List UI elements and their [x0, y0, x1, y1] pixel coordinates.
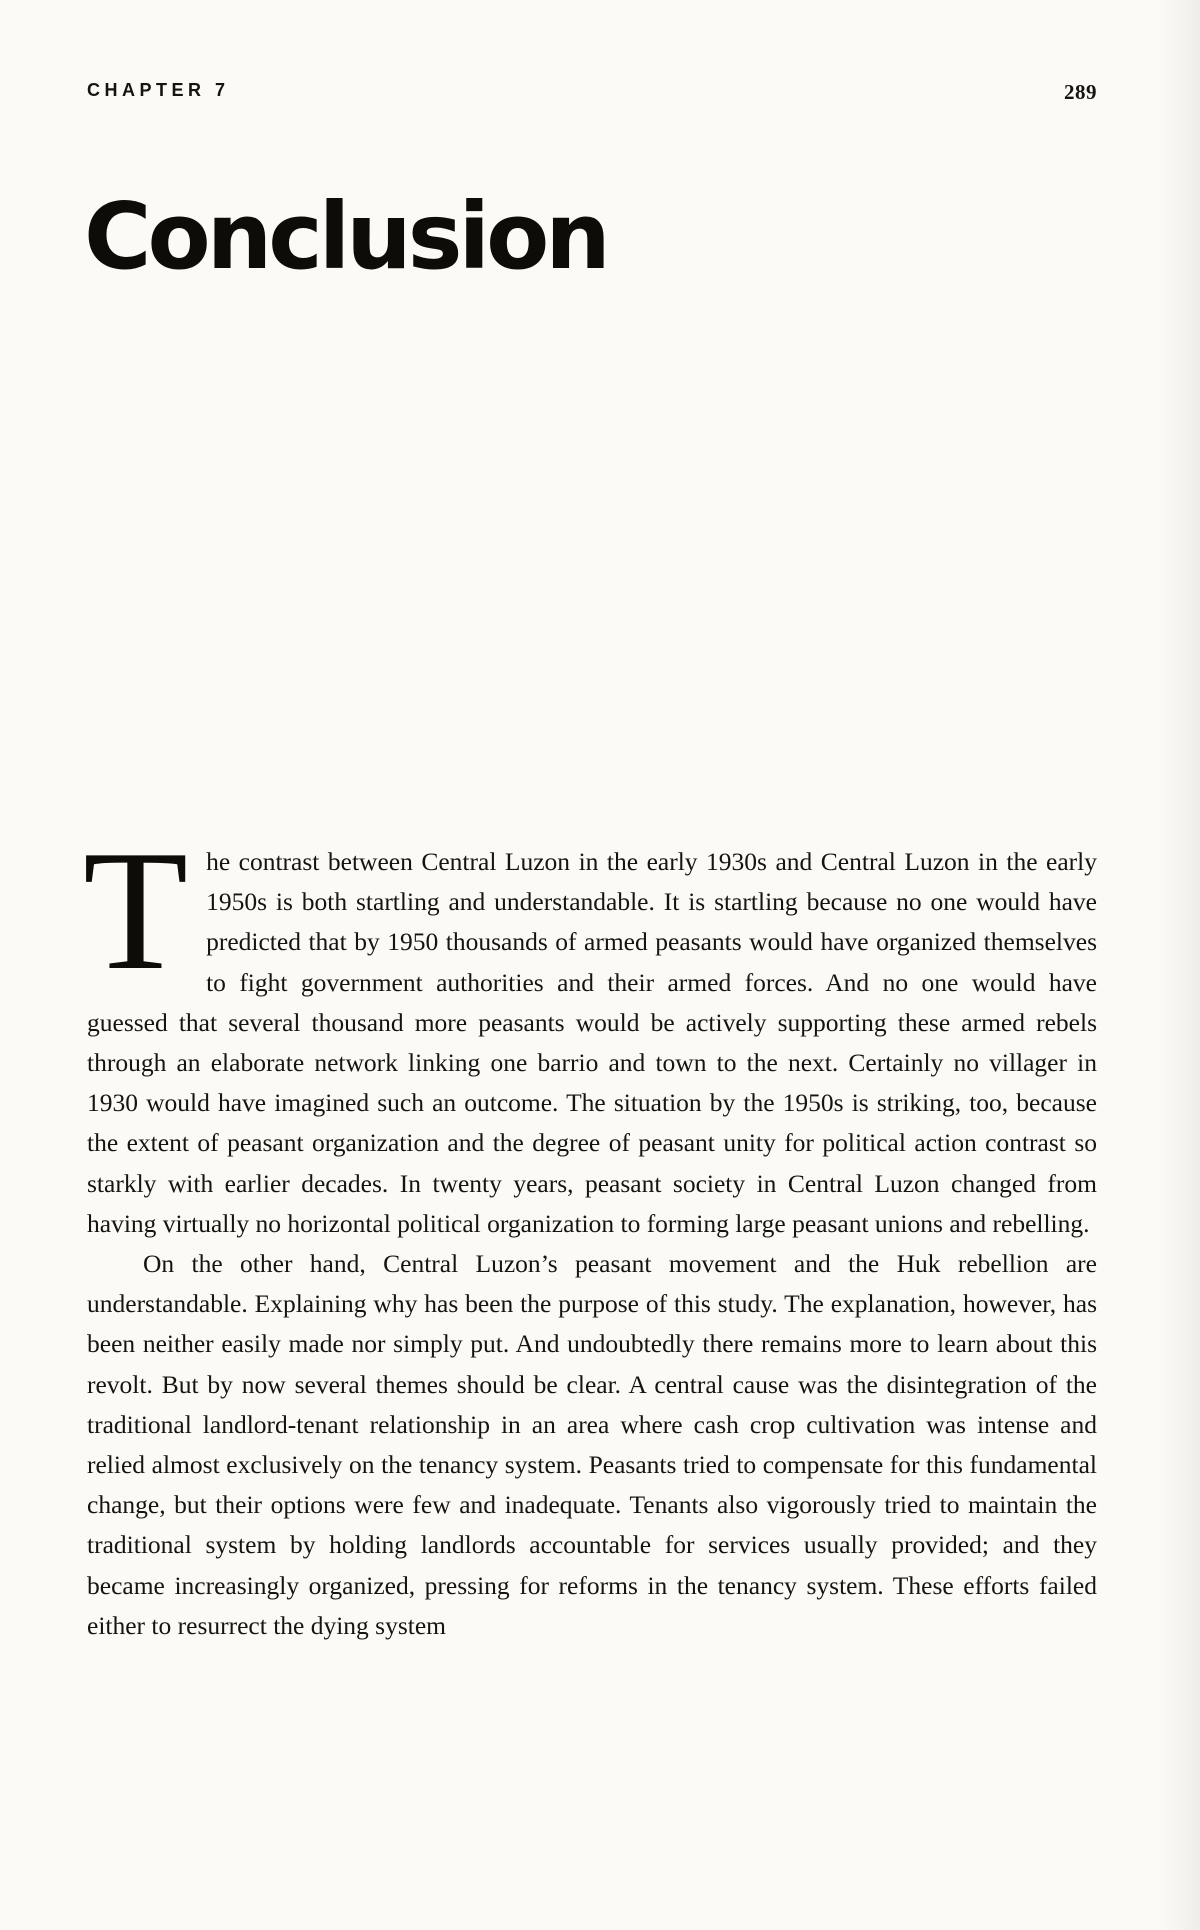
paragraph-first	[83, 816, 1097, 1244]
paragraph-second: On the other hand, Central Luzon’s peasant movement and the Huk rebellion are understandable. Explaining why has been the purpose of this study. The explanation, however, has been neither easily made nor simply put. And undoubtedly there remains more to learn about this revolt. But by now several themes should be clear. A central cause was the disintegration of the traditional landlord-tenant relationship in an area where cash crop cultivation was intense and relied almost exclusively on the tenancy system. Peasants tried to compensate for this fundamental change, but their options were few and inadequate. Tenants also vigorously tried to maintain the traditional system by holding landlords accountable for services usually provided; and they became increasingly organized, pressing for reforms in the tenancy system. These efforts failed either to resurrect the dying system	[87, 1249, 1097, 1640]
paragraph-1-text: he contrast between Central Luzon in the early 1930s and Central Luzon in the early 1950s is both startling and understandable. It is startling because no one would have predicted that by 1950 thousands of armed peasants would have organized themselves to fight government authorities and their armed forces. And no one would have guessed that several thousand more peasants would be actively supporting these armed rebels through an elaborate network linking one barrio and town to the next. Certainly no villager in 1930 would have imagined such an outcome. The situation by the 1950s is striking, too, because the extent of peasant organization and the degree of peasant unity for political action contrast so starkly with earlier decades. In twenty years, peasant society in Central Luzon changed from having virtually no horizontal political organization to forming large peasant unions and rebelling.	[87, 847, 1097, 1238]
page-number: 289	[1064, 80, 1097, 104]
drop-cap: T	[83, 816, 189, 1006]
running-head	[87, 80, 1097, 110]
body-text	[83, 816, 1097, 1646]
chapter-label: CHAPTER 7	[87, 80, 230, 100]
chapter-title: Conclusion	[84, 183, 607, 290]
scan-edge-shadow	[1160, 0, 1200, 1930]
